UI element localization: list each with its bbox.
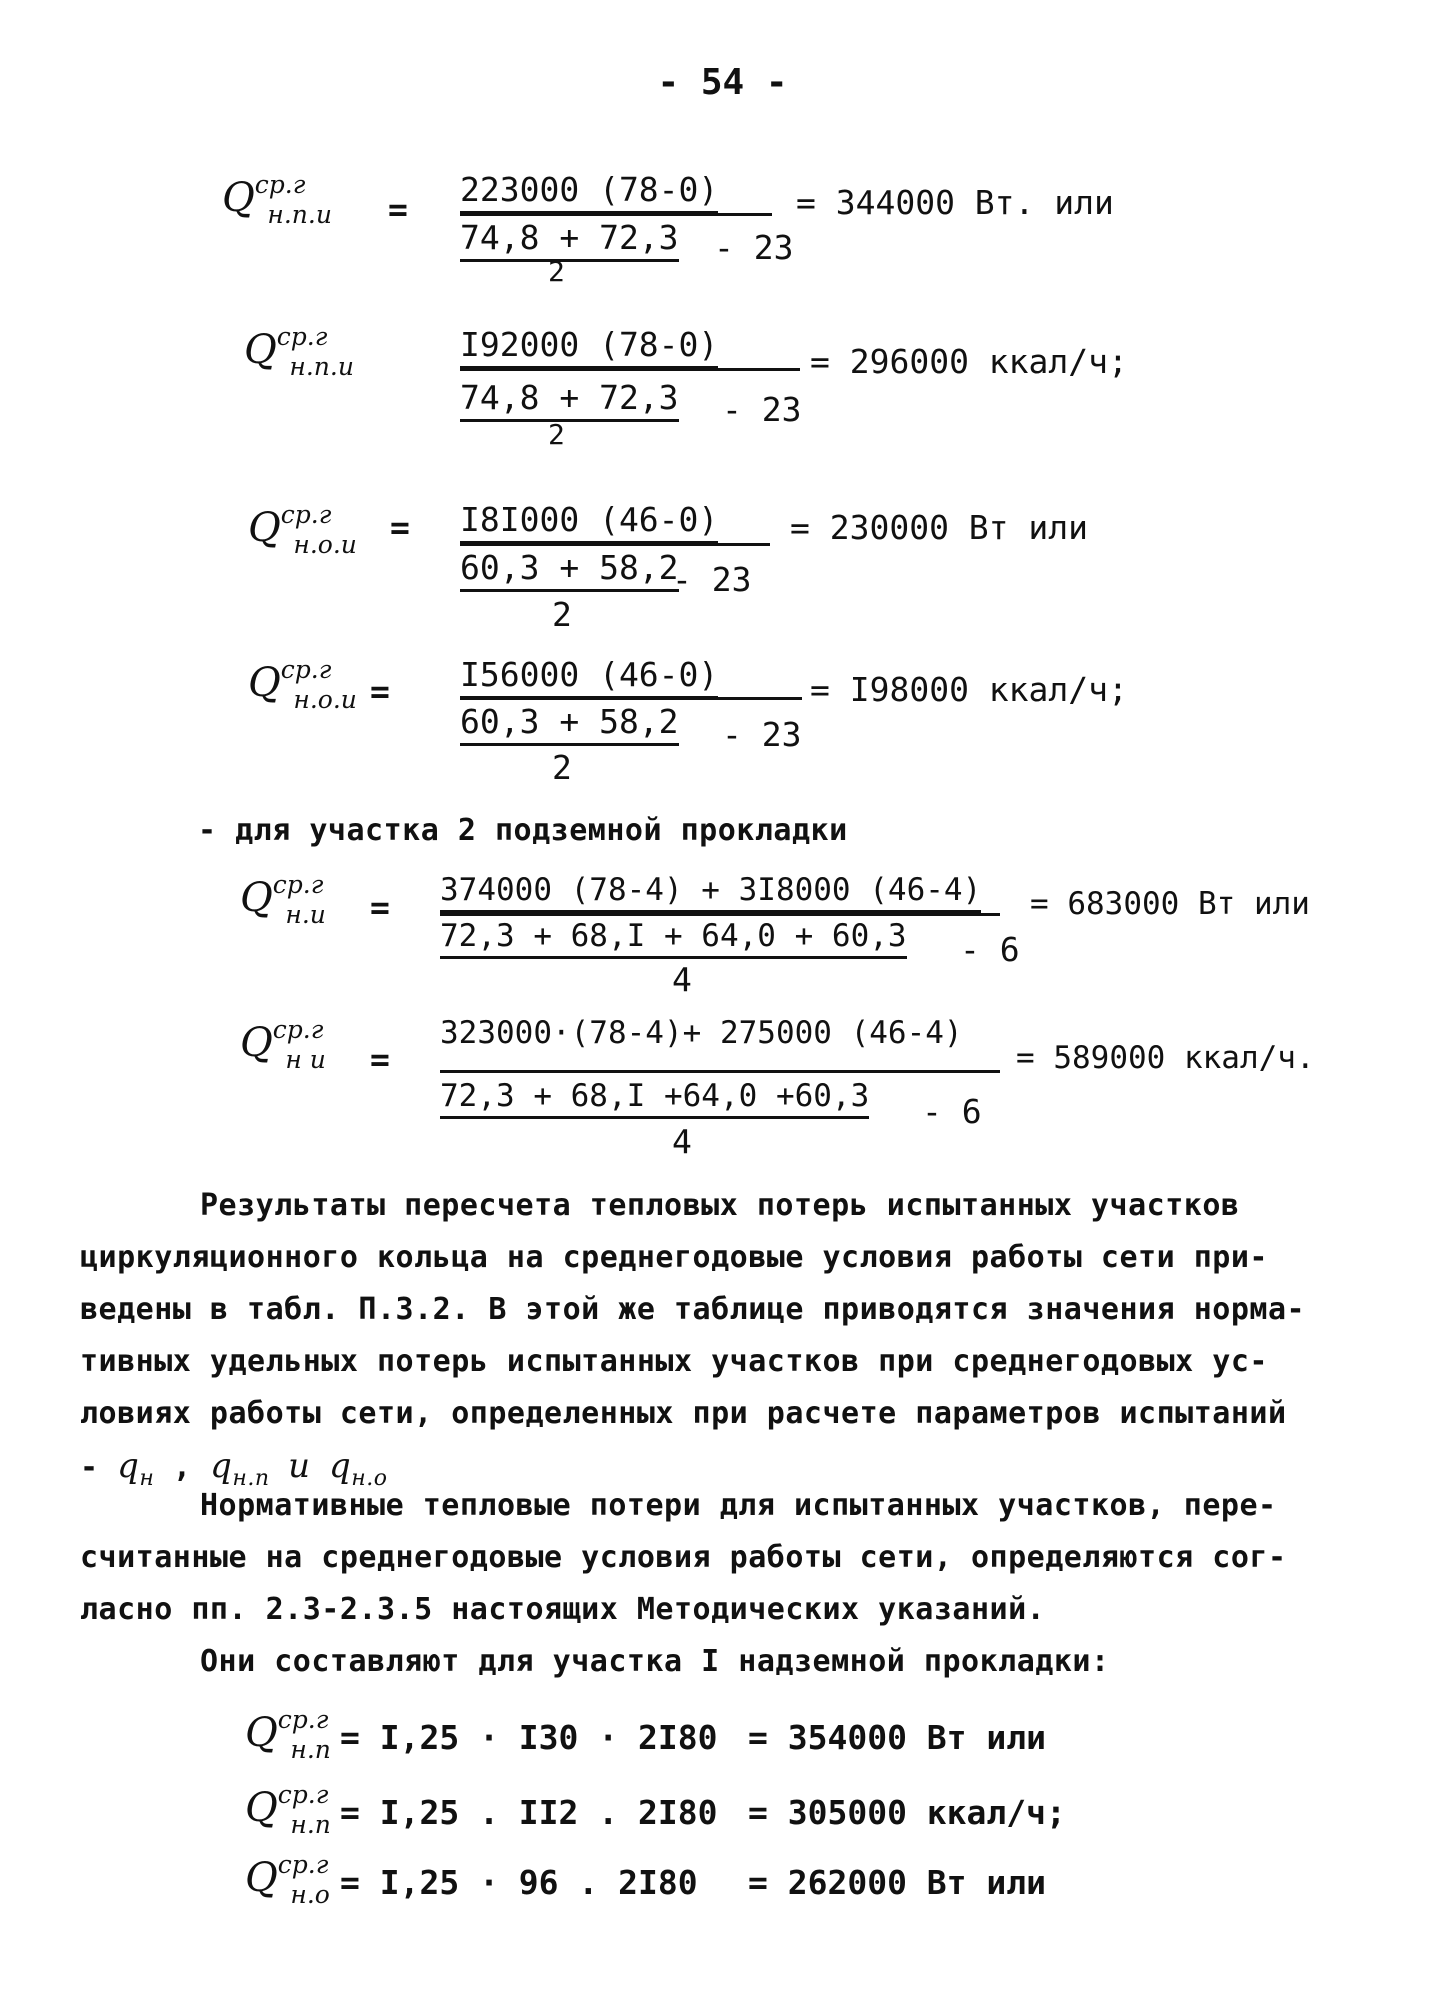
- equation-symbol: $Q^{ср.г}_{н и}$: [240, 1015, 326, 1074]
- denominator-bottom: 4: [672, 1122, 692, 1161]
- page-number: - 54 -: [657, 62, 788, 103]
- q-no-symbol: $q_{н.о}$: [329, 1446, 388, 1491]
- equals-sign: =: [388, 190, 408, 229]
- denominator-minus: - 6: [960, 930, 1020, 969]
- equation-symbol: $Q^{ср.г}_{н.о}$: [245, 1850, 330, 1909]
- result: = 683000 Вт или: [1030, 886, 1310, 922]
- denominator-top: 72,3 + 68,I +64,0 +60,3: [440, 1078, 869, 1114]
- dash: -: [80, 1450, 99, 1485]
- equals-sign: =: [370, 1040, 390, 1079]
- fraction-line: [460, 543, 770, 546]
- text-line: ведены в табл. П.3.2. В этой же таблице приводятся значения норма-: [80, 1292, 1306, 1327]
- equation-symbol: $Q^{ср.г}_{н.п}$: [245, 1705, 331, 1764]
- denominator-minus: - 23: [722, 715, 802, 754]
- numerator: 374000 (78-4) + 3I8000 (46-4): [440, 872, 981, 908]
- text-line: циркуляционного кольца на среднегодовые условия работы сети при-: [80, 1240, 1268, 1275]
- inline-symbols: - $q_н$ , $q_{н.п}$ и $q_{н.о}$: [80, 1446, 388, 1491]
- denominator-top: 74,8 + 72,3: [460, 218, 679, 257]
- text-line: ловиях работы сети, определенных при расчете параметров испытаний: [80, 1396, 1287, 1431]
- numerator: I56000 (46-0): [460, 655, 718, 694]
- result: = I98000 ккал/ч;: [810, 670, 1128, 709]
- numerator: I8I000 (46-0): [460, 500, 718, 539]
- numerator: 323000·(78-4)+ 275000 (46-4): [440, 1015, 963, 1051]
- numerator: 223000 (78-0): [460, 170, 718, 209]
- fraction-line: [460, 368, 800, 371]
- denominator-top: 60,3 + 58,2: [460, 702, 679, 741]
- text-line: тивных удельных потерь испытанных участков при среднегодовых ус-: [80, 1344, 1268, 1379]
- numerator: I92000 (78-0): [460, 325, 718, 364]
- denominator-bottom: 2: [548, 255, 565, 288]
- equation-symbol: $Q^{ср.г}_{н.п.и}$: [222, 170, 332, 229]
- equation-symbol: $Q^{ср.г}_{н.и}$: [240, 870, 326, 929]
- q-n-symbol: $q_н$: [117, 1446, 155, 1491]
- expression: = I,25 · 96 . 2I80: [340, 1863, 698, 1902]
- text-line: считанные на среднегодовые условия работы сети, определяются сог-: [80, 1540, 1287, 1575]
- denominator-bottom: 4: [672, 960, 692, 999]
- equals-sign: =: [370, 672, 390, 711]
- equation-symbol: $Q^{ср.г}_{н.п}$: [245, 1780, 331, 1839]
- denominator-minus: - 23: [714, 228, 794, 267]
- text-line: ласно пп. 2.3-2.3.5 настоящих Методических указаний.: [80, 1592, 1046, 1627]
- result: = 230000 Вт или: [790, 508, 1089, 547]
- result: = 589000 ккал/ч.: [1016, 1040, 1315, 1076]
- and-word: и: [288, 1446, 311, 1486]
- result: = 354000 Вт или: [748, 1718, 1047, 1757]
- text-line: Нормативные тепловые потери для испытанных участков, пере-: [200, 1488, 1277, 1523]
- result: = 296000 ккал/ч;: [810, 342, 1128, 381]
- fraction-line: [440, 913, 1000, 916]
- paragraph-3: Они составляют для участка I надземной прокладки:: [200, 1644, 1110, 1679]
- denominator-bottom: 2: [552, 595, 572, 634]
- expression: = I,25 . II2 . 2I80: [340, 1793, 718, 1832]
- section-label: - для участка 2 подземной прокладки: [198, 813, 848, 848]
- result: = 305000 ккал/ч;: [748, 1793, 1066, 1832]
- fraction-line: [460, 697, 802, 700]
- denominator-top: 74,8 + 72,3: [460, 378, 679, 417]
- denominator-top: 60,3 + 58,2: [460, 548, 679, 587]
- result: = 262000 Вт или: [748, 1863, 1047, 1902]
- denominator-top: 72,3 + 68,I + 64,0 + 60,3: [440, 918, 907, 954]
- equals-sign: =: [390, 508, 410, 547]
- equation-symbol: $Q^{ср.г}_{н.о.и}$: [248, 655, 357, 714]
- equation-symbol: $Q^{ср.г}_{н.о.и}$: [248, 500, 357, 559]
- fraction-line: [440, 1070, 1000, 1073]
- equation-symbol: $Q^{ср.г}_{н.п.и}$: [244, 322, 354, 381]
- result: = 344000 Вт. или: [796, 183, 1114, 222]
- q-np-symbol: $q_{н.п}$: [210, 1446, 270, 1491]
- text-line: Результаты пересчета тепловых потерь испытанных участков: [200, 1188, 1240, 1223]
- denominator-minus: - 23: [672, 560, 752, 599]
- denominator-bottom: 2: [548, 418, 565, 451]
- denominator-minus: - 6: [922, 1092, 982, 1131]
- equals-sign: =: [370, 888, 390, 927]
- expression: = I,25 · I30 · 2I80: [340, 1718, 718, 1757]
- fraction-line: [460, 213, 772, 216]
- denominator-bottom: 2: [552, 748, 572, 787]
- denominator-minus: - 23: [722, 390, 802, 429]
